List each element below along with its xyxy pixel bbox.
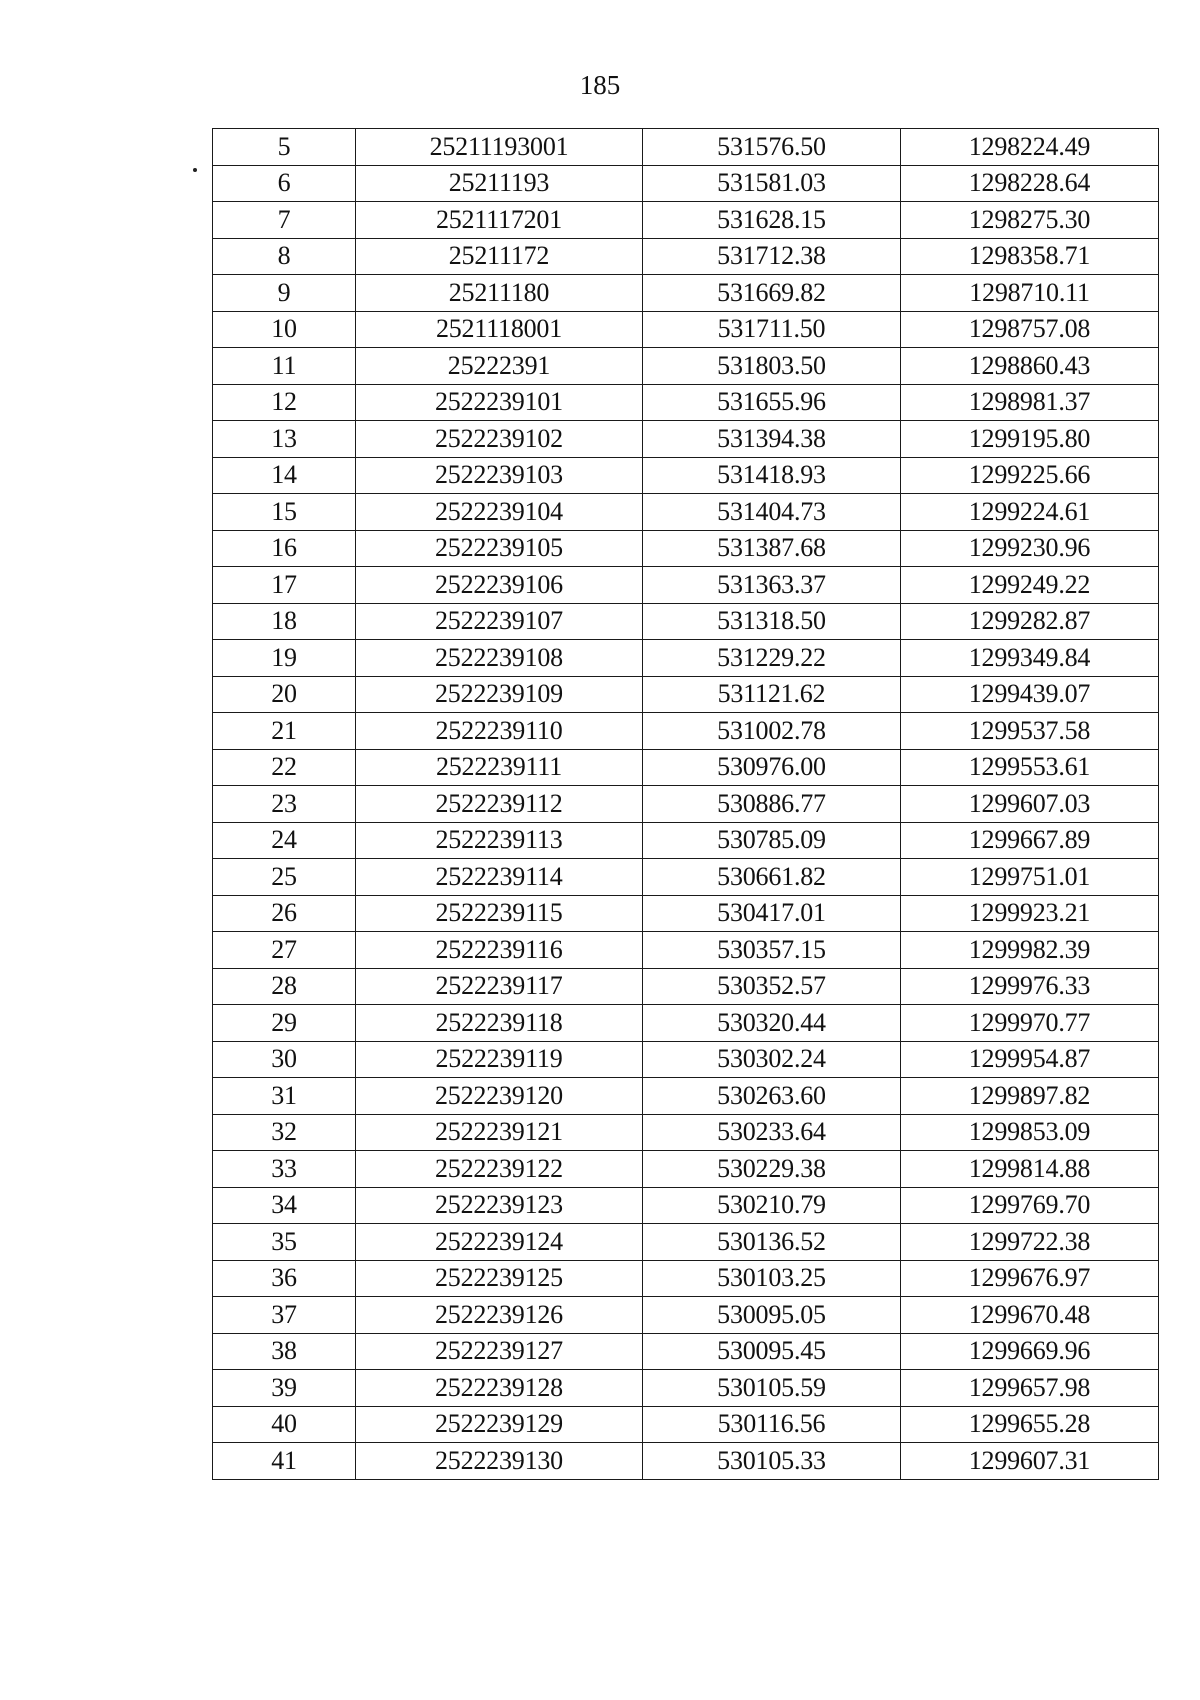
point-number-cell: 32 bbox=[213, 1114, 356, 1151]
table-row bbox=[213, 421, 1159, 458]
y-coordinate-cell: 1298981.37 bbox=[901, 384, 1159, 421]
x-coordinate-cell: 531002.78 bbox=[643, 713, 901, 750]
y-coordinate-cell: 1299670.48 bbox=[901, 1297, 1159, 1334]
point-number-cell: 34 bbox=[213, 1187, 356, 1224]
y-coordinate-cell: 1298358.71 bbox=[901, 238, 1159, 275]
point-id-cell: 2522239129 bbox=[356, 1406, 643, 1443]
point-id-cell: 2521118001 bbox=[356, 311, 643, 348]
table-row bbox=[213, 494, 1159, 531]
x-coordinate-cell: 530229.38 bbox=[643, 1151, 901, 1188]
x-coordinate-cell: 531363.37 bbox=[643, 567, 901, 604]
x-coordinate-cell: 530352.57 bbox=[643, 968, 901, 1005]
point-number-cell: 25 bbox=[213, 859, 356, 896]
point-id-cell: 2522239128 bbox=[356, 1370, 643, 1407]
y-coordinate-cell: 1299282.87 bbox=[901, 603, 1159, 640]
table-row bbox=[213, 822, 1159, 859]
y-coordinate-cell: 1299923.21 bbox=[901, 895, 1159, 932]
point-number-cell: 24 bbox=[213, 822, 356, 859]
x-coordinate-cell: 531628.15 bbox=[643, 202, 901, 239]
x-coordinate-cell: 531318.50 bbox=[643, 603, 901, 640]
point-id-cell: 2522239113 bbox=[356, 822, 643, 859]
point-id-cell: 2522239126 bbox=[356, 1297, 643, 1334]
point-id-cell: 2522239109 bbox=[356, 676, 643, 713]
y-coordinate-cell: 1298275.30 bbox=[901, 202, 1159, 239]
point-number-cell: 28 bbox=[213, 968, 356, 1005]
table-row bbox=[213, 713, 1159, 750]
y-coordinate-cell: 1299225.66 bbox=[901, 457, 1159, 494]
y-coordinate-cell: 1299667.89 bbox=[901, 822, 1159, 859]
x-coordinate-cell: 530095.05 bbox=[643, 1297, 901, 1334]
point-number-cell: 22 bbox=[213, 749, 356, 786]
table-row bbox=[213, 1151, 1159, 1188]
table-row bbox=[213, 859, 1159, 896]
y-coordinate-cell: 1299676.97 bbox=[901, 1260, 1159, 1297]
x-coordinate-cell: 530302.24 bbox=[643, 1041, 901, 1078]
table-row bbox=[213, 567, 1159, 604]
table-row bbox=[213, 1297, 1159, 1334]
y-coordinate-cell: 1299970.77 bbox=[901, 1005, 1159, 1042]
table-row bbox=[213, 530, 1159, 567]
point-number-cell: 17 bbox=[213, 567, 356, 604]
point-number-cell: 12 bbox=[213, 384, 356, 421]
table-row bbox=[213, 348, 1159, 385]
x-coordinate-cell: 531581.03 bbox=[643, 165, 901, 202]
x-coordinate-cell: 530136.52 bbox=[643, 1224, 901, 1261]
point-id-cell: 2522239120 bbox=[356, 1078, 643, 1115]
point-id-cell: 2522239115 bbox=[356, 895, 643, 932]
table-row bbox=[213, 165, 1159, 202]
y-coordinate-cell: 1298860.43 bbox=[901, 348, 1159, 385]
table-row bbox=[213, 1114, 1159, 1151]
x-coordinate-cell: 530785.09 bbox=[643, 822, 901, 859]
x-coordinate-cell: 531655.96 bbox=[643, 384, 901, 421]
x-coordinate-cell: 531387.68 bbox=[643, 530, 901, 567]
point-number-cell: 33 bbox=[213, 1151, 356, 1188]
x-coordinate-cell: 530105.59 bbox=[643, 1370, 901, 1407]
point-number-cell: 14 bbox=[213, 457, 356, 494]
table-row bbox=[213, 1005, 1159, 1042]
table-row bbox=[213, 640, 1159, 677]
x-coordinate-cell: 530116.56 bbox=[643, 1406, 901, 1443]
point-id-cell: 25211193 bbox=[356, 165, 643, 202]
point-id-cell: 2522239118 bbox=[356, 1005, 643, 1042]
y-coordinate-cell: 1299230.96 bbox=[901, 530, 1159, 567]
x-coordinate-cell: 531712.38 bbox=[643, 238, 901, 275]
point-number-cell: 26 bbox=[213, 895, 356, 932]
point-id-cell: 2522239111 bbox=[356, 749, 643, 786]
table-row bbox=[213, 1406, 1159, 1443]
point-number-cell: 31 bbox=[213, 1078, 356, 1115]
point-id-cell: 2522239127 bbox=[356, 1333, 643, 1370]
point-number-cell: 40 bbox=[213, 1406, 356, 1443]
point-id-cell: 2522239110 bbox=[356, 713, 643, 750]
point-number-cell: 30 bbox=[213, 1041, 356, 1078]
x-coordinate-cell: 530976.00 bbox=[643, 749, 901, 786]
point-id-cell: 2522239125 bbox=[356, 1260, 643, 1297]
point-id-cell: 2522239101 bbox=[356, 384, 643, 421]
table-row bbox=[213, 786, 1159, 823]
point-number-cell: 41 bbox=[213, 1443, 356, 1480]
y-coordinate-cell: 1299249.22 bbox=[901, 567, 1159, 604]
table-row bbox=[213, 1224, 1159, 1261]
x-coordinate-cell: 531576.50 bbox=[643, 129, 901, 166]
x-coordinate-cell: 530105.33 bbox=[643, 1443, 901, 1480]
coordinate-table-body bbox=[213, 129, 1159, 1480]
x-coordinate-cell: 531669.82 bbox=[643, 275, 901, 312]
point-id-cell: 2522239107 bbox=[356, 603, 643, 640]
point-id-cell: 2522239114 bbox=[356, 859, 643, 896]
table-row bbox=[213, 1041, 1159, 1078]
table-row bbox=[213, 968, 1159, 1005]
x-coordinate-cell: 530320.44 bbox=[643, 1005, 901, 1042]
table-row bbox=[213, 603, 1159, 640]
point-id-cell: 2522239108 bbox=[356, 640, 643, 677]
point-number-cell: 19 bbox=[213, 640, 356, 677]
table-row bbox=[213, 457, 1159, 494]
point-number-cell: 6 bbox=[213, 165, 356, 202]
table-row bbox=[213, 1370, 1159, 1407]
table-row bbox=[213, 311, 1159, 348]
y-coordinate-cell: 1299439.07 bbox=[901, 676, 1159, 713]
x-coordinate-cell: 531803.50 bbox=[643, 348, 901, 385]
point-id-cell: 2522239122 bbox=[356, 1151, 643, 1188]
y-coordinate-cell: 1298224.49 bbox=[901, 129, 1159, 166]
x-coordinate-cell: 530886.77 bbox=[643, 786, 901, 823]
y-coordinate-cell: 1299669.96 bbox=[901, 1333, 1159, 1370]
x-coordinate-cell: 530417.01 bbox=[643, 895, 901, 932]
x-coordinate-cell: 530263.60 bbox=[643, 1078, 901, 1115]
point-id-cell: 25211180 bbox=[356, 275, 643, 312]
x-coordinate-cell: 530095.45 bbox=[643, 1333, 901, 1370]
y-coordinate-cell: 1299224.61 bbox=[901, 494, 1159, 531]
x-coordinate-cell: 530357.15 bbox=[643, 932, 901, 969]
point-number-cell: 23 bbox=[213, 786, 356, 823]
point-number-cell: 11 bbox=[213, 348, 356, 385]
scan-speck bbox=[193, 168, 197, 172]
table-row bbox=[213, 384, 1159, 421]
page-number: 185 bbox=[579, 70, 621, 100]
point-id-cell: 2522239123 bbox=[356, 1187, 643, 1224]
y-coordinate-cell: 1299607.03 bbox=[901, 786, 1159, 823]
y-coordinate-cell: 1299954.87 bbox=[901, 1041, 1159, 1078]
point-id-cell: 2522239102 bbox=[356, 421, 643, 458]
table-row bbox=[213, 129, 1159, 166]
point-number-cell: 7 bbox=[213, 202, 356, 239]
point-number-cell: 13 bbox=[213, 421, 356, 458]
table-row bbox=[213, 238, 1159, 275]
point-number-cell: 38 bbox=[213, 1333, 356, 1370]
x-coordinate-cell: 531121.62 bbox=[643, 676, 901, 713]
y-coordinate-cell: 1298228.64 bbox=[901, 165, 1159, 202]
table-row bbox=[213, 202, 1159, 239]
point-number-cell: 29 bbox=[213, 1005, 356, 1042]
x-coordinate-cell: 531229.22 bbox=[643, 640, 901, 677]
point-number-cell: 18 bbox=[213, 603, 356, 640]
table-row bbox=[213, 676, 1159, 713]
table-row bbox=[213, 275, 1159, 312]
point-number-cell: 8 bbox=[213, 238, 356, 275]
table-row bbox=[213, 1333, 1159, 1370]
table-row bbox=[213, 1078, 1159, 1115]
point-id-cell: 2522239124 bbox=[356, 1224, 643, 1261]
x-coordinate-cell: 531711.50 bbox=[643, 311, 901, 348]
y-coordinate-cell: 1299195.80 bbox=[901, 421, 1159, 458]
point-id-cell: 25211172 bbox=[356, 238, 643, 275]
y-coordinate-cell: 1299553.61 bbox=[901, 749, 1159, 786]
y-coordinate-cell: 1299655.28 bbox=[901, 1406, 1159, 1443]
point-number-cell: 21 bbox=[213, 713, 356, 750]
point-number-cell: 37 bbox=[213, 1297, 356, 1334]
x-coordinate-cell: 531418.93 bbox=[643, 457, 901, 494]
table-row bbox=[213, 1443, 1159, 1480]
y-coordinate-cell: 1299751.01 bbox=[901, 859, 1159, 896]
table-row bbox=[213, 895, 1159, 932]
y-coordinate-cell: 1299982.39 bbox=[901, 932, 1159, 969]
point-id-cell: 2522239121 bbox=[356, 1114, 643, 1151]
y-coordinate-cell: 1299657.98 bbox=[901, 1370, 1159, 1407]
point-number-cell: 15 bbox=[213, 494, 356, 531]
point-number-cell: 16 bbox=[213, 530, 356, 567]
x-coordinate-cell: 530210.79 bbox=[643, 1187, 901, 1224]
point-number-cell: 27 bbox=[213, 932, 356, 969]
x-coordinate-cell: 531404.73 bbox=[643, 494, 901, 531]
point-number-cell: 5 bbox=[213, 129, 356, 166]
point-id-cell: 25211193001 bbox=[356, 129, 643, 166]
point-id-cell: 2522239117 bbox=[356, 968, 643, 1005]
point-id-cell: 2522239106 bbox=[356, 567, 643, 604]
point-number-cell: 36 bbox=[213, 1260, 356, 1297]
point-id-cell: 2522239130 bbox=[356, 1443, 643, 1480]
point-number-cell: 39 bbox=[213, 1370, 356, 1407]
table-row bbox=[213, 749, 1159, 786]
y-coordinate-cell: 1299537.58 bbox=[901, 713, 1159, 750]
point-id-cell: 2522239116 bbox=[356, 932, 643, 969]
y-coordinate-cell: 1299976.33 bbox=[901, 968, 1159, 1005]
y-coordinate-cell: 1299853.09 bbox=[901, 1114, 1159, 1151]
point-number-cell: 9 bbox=[213, 275, 356, 312]
point-id-cell: 2521117201 bbox=[356, 202, 643, 239]
point-number-cell: 35 bbox=[213, 1224, 356, 1261]
y-coordinate-cell: 1299769.70 bbox=[901, 1187, 1159, 1224]
coordinate-table bbox=[212, 128, 1159, 1480]
table-row bbox=[213, 932, 1159, 969]
y-coordinate-cell: 1299607.31 bbox=[901, 1443, 1159, 1480]
x-coordinate-cell: 530233.64 bbox=[643, 1114, 901, 1151]
point-id-cell: 2522239119 bbox=[356, 1041, 643, 1078]
point-id-cell: 2522239112 bbox=[356, 786, 643, 823]
table-row bbox=[213, 1260, 1159, 1297]
point-id-cell: 2522239105 bbox=[356, 530, 643, 567]
y-coordinate-cell: 1299897.82 bbox=[901, 1078, 1159, 1115]
x-coordinate-cell: 530661.82 bbox=[643, 859, 901, 896]
point-number-cell: 20 bbox=[213, 676, 356, 713]
table-row bbox=[213, 1187, 1159, 1224]
y-coordinate-cell: 1299349.84 bbox=[901, 640, 1159, 677]
y-coordinate-cell: 1299722.38 bbox=[901, 1224, 1159, 1261]
point-id-cell: 2522239104 bbox=[356, 494, 643, 531]
point-number-cell: 10 bbox=[213, 311, 356, 348]
y-coordinate-cell: 1298710.11 bbox=[901, 275, 1159, 312]
x-coordinate-cell: 531394.38 bbox=[643, 421, 901, 458]
x-coordinate-cell: 530103.25 bbox=[643, 1260, 901, 1297]
y-coordinate-cell: 1299814.88 bbox=[901, 1151, 1159, 1188]
y-coordinate-cell: 1298757.08 bbox=[901, 311, 1159, 348]
point-id-cell: 2522239103 bbox=[356, 457, 643, 494]
point-id-cell: 25222391 bbox=[356, 348, 643, 385]
